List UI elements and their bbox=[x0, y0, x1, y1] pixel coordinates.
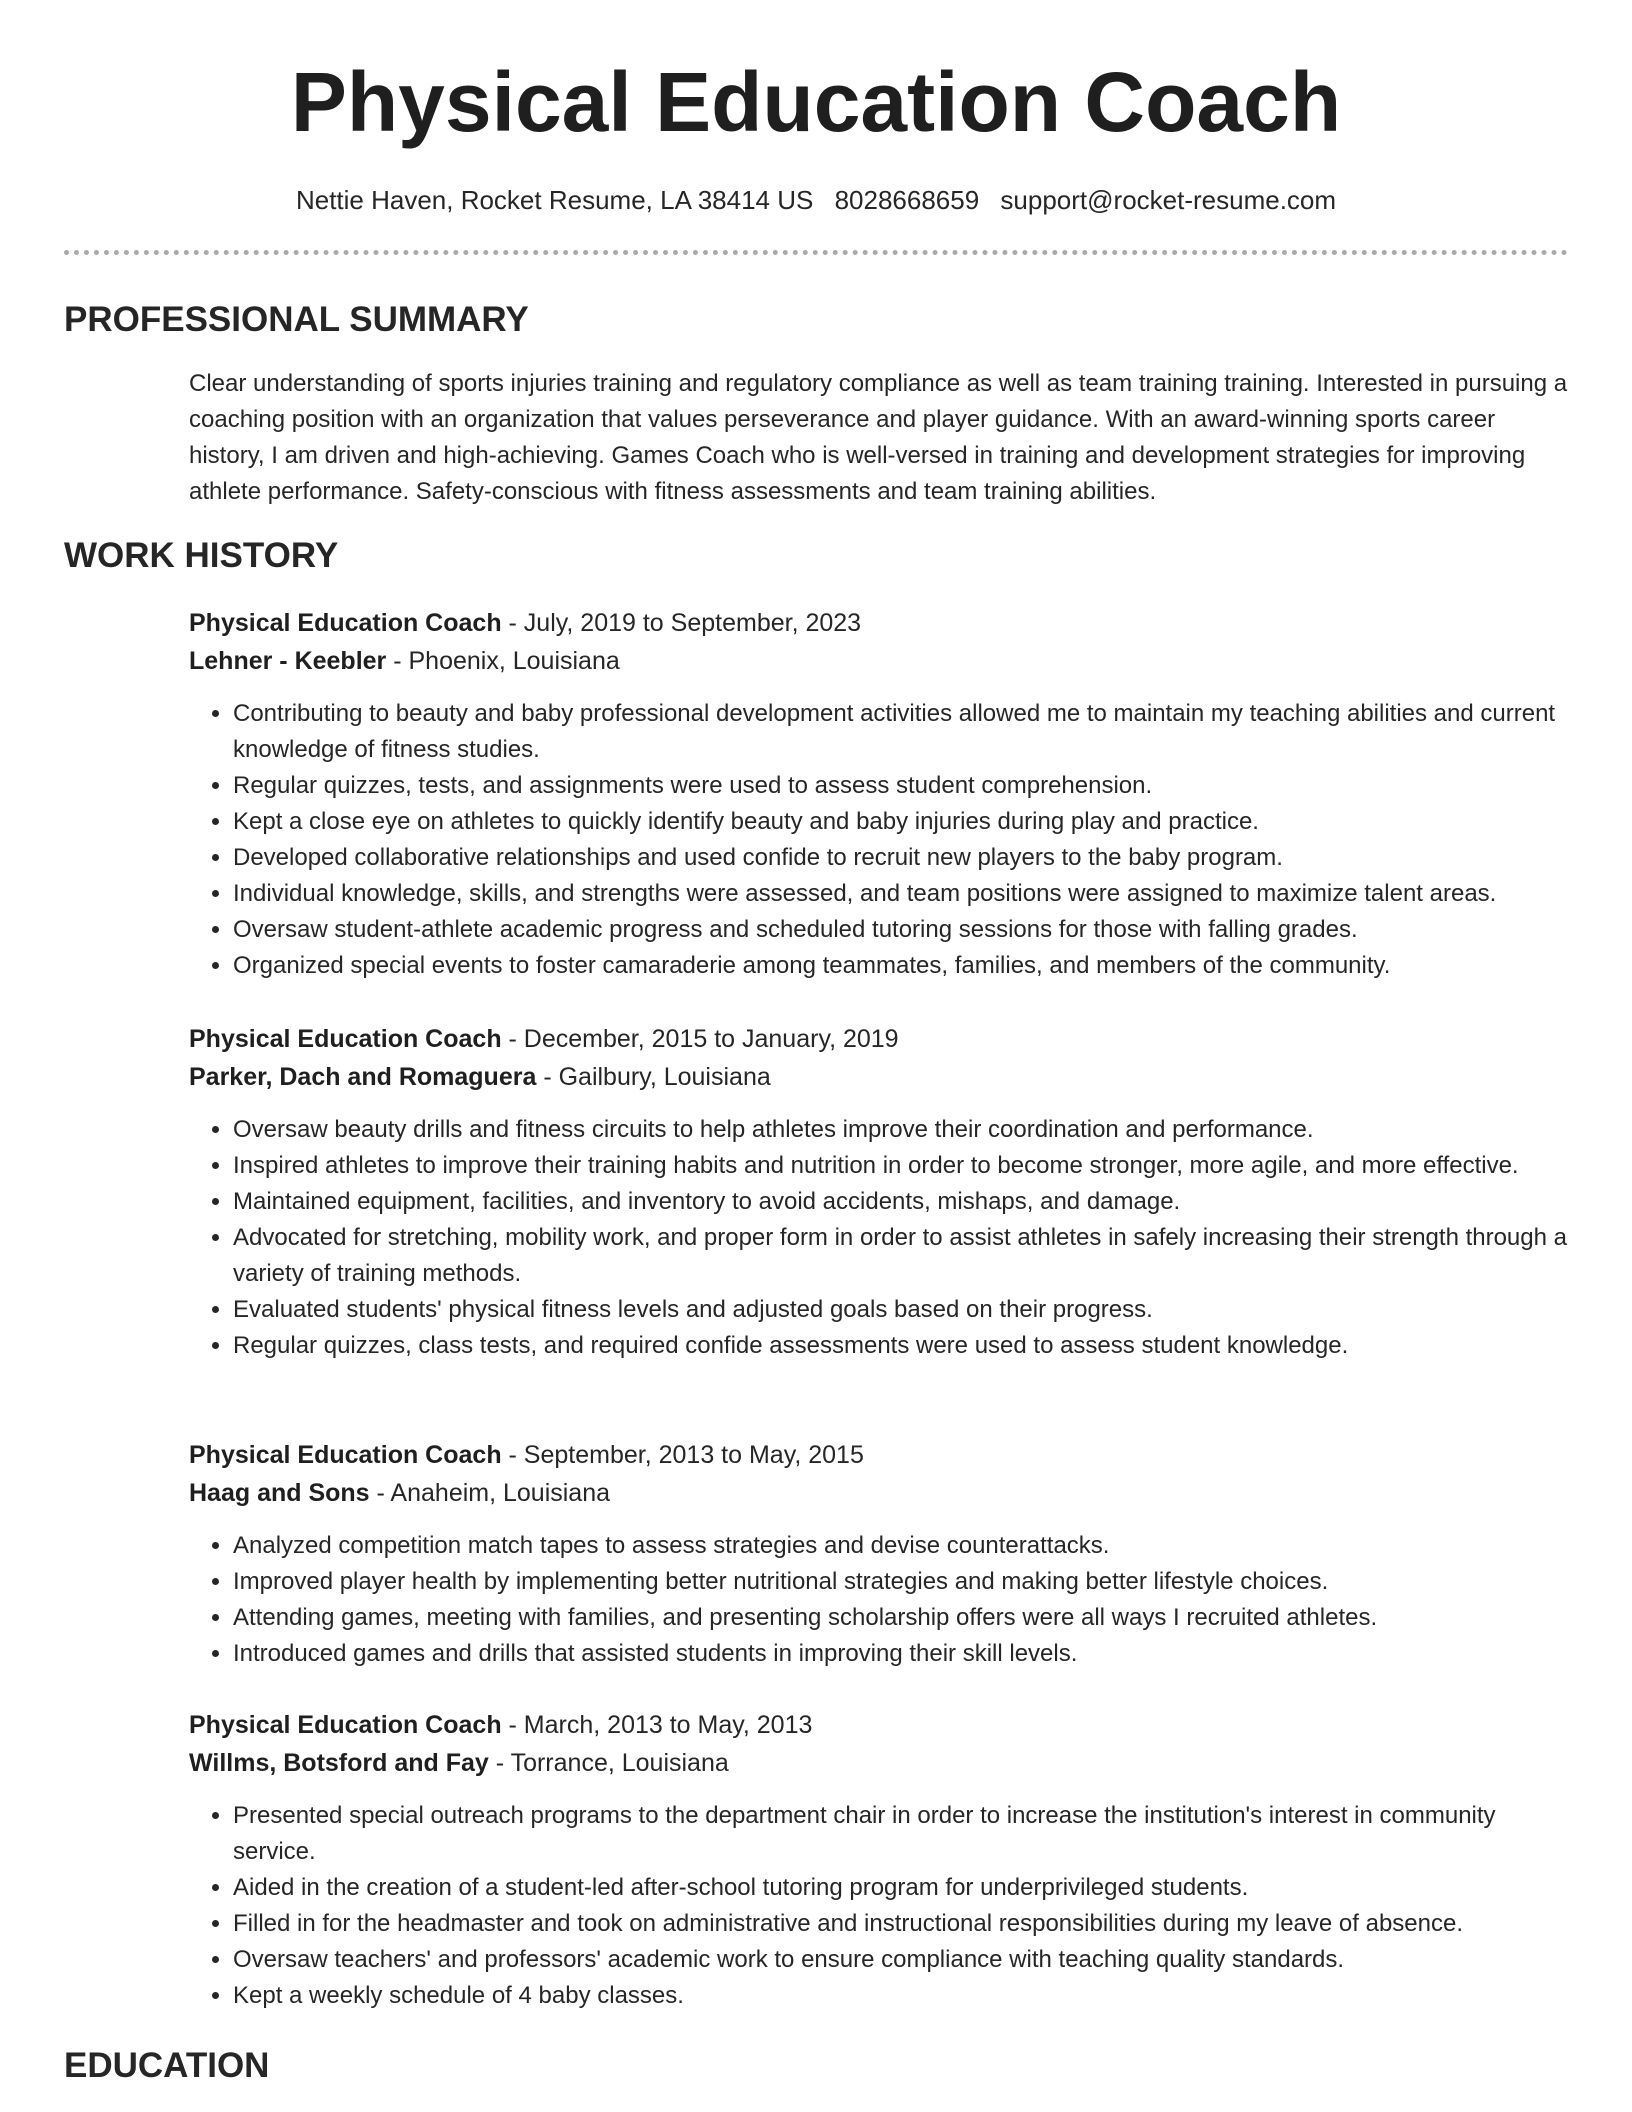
job-role: Physical Education Coach bbox=[189, 1441, 502, 1469]
job-company-line bbox=[189, 1474, 1569, 1512]
list-item: • Analyzed competition match tapes to assess strategies and devise counterattacks. bbox=[233, 1528, 1569, 1564]
list-item: • Kept a weekly schedule of 4 baby classes. bbox=[233, 1978, 1569, 2014]
section-title-work-history: WORK HISTORY bbox=[64, 536, 339, 575]
job-title-line bbox=[189, 604, 1569, 642]
list-item: • Presented special outreach programs to the department chair in order to increase the institution's interest in community service. bbox=[233, 1798, 1569, 1870]
job-company: Parker, Dach and Romaguera bbox=[189, 1063, 537, 1091]
list-item: • Regular quizzes, class tests, and required confide assessments were used to assess student knowledge. bbox=[233, 1328, 1569, 1364]
resume-name-title: Physical Education Coach bbox=[290, 55, 1342, 149]
list-item: • Oversaw student-athlete academic progress and scheduled tutoring sessions for those with falling grades. bbox=[233, 912, 1569, 948]
list-item: • Contributing to beauty and baby professional development activities allowed me to maintain my teaching abilities and current knowledge of fitness studies. bbox=[233, 696, 1569, 768]
job-role: Physical Education Coach bbox=[189, 609, 502, 637]
job-dates: - July, 2019 to September, 2023 bbox=[501, 609, 862, 637]
job-location: - Anaheim, Louisiana bbox=[369, 1479, 611, 1507]
job-title-line bbox=[189, 1436, 1569, 1474]
list-item: • Filled in for the headmaster and took on administrative and instructional responsibilities during my leave of absence. bbox=[233, 1906, 1569, 1942]
contact-email: support@rocket-resume.com bbox=[1000, 185, 1337, 215]
list-item: • Individual knowledge, skills, and strengths were assessed, and team positions were assigned to maximize talent areas. bbox=[233, 876, 1569, 912]
list-item: • Kept a close eye on athletes to quickly identify beauty and baby injuries during play and practice. bbox=[233, 804, 1569, 840]
list-item: • Oversaw beauty drills and fitness circuits to help athletes improve their coordination and performance. bbox=[233, 1112, 1569, 1148]
job-title-line bbox=[189, 1020, 1569, 1058]
job-company-line bbox=[189, 1058, 1569, 1096]
job-entry-3 bbox=[189, 1436, 1569, 1672]
job-title-line bbox=[189, 1706, 1569, 1744]
summary-text: Clear understanding of sports injuries training and regulatory compliance as well as team training training. Interested in pursuing a coaching position with an organization that values perseverance and player guidance. With an award-winning sports career history, I am driven and high-achieving. Games Coach who is well-versed in training and development strategies for improving athlete performance. Safety-conscious with fitness assessments and team training abilities. bbox=[189, 370, 1568, 505]
job-role: Physical Education Coach bbox=[189, 1025, 502, 1053]
list-item: • Regular quizzes, tests, and assignments were used to assess student comprehension. bbox=[233, 768, 1569, 804]
job-entry-1 bbox=[189, 604, 1569, 984]
list-item: • Inspired athletes to improve their training habits and nutrition in order to become stronger, more agile, and more effective. bbox=[233, 1148, 1569, 1184]
job-dates: - September, 2013 to May, 2015 bbox=[501, 1441, 864, 1469]
job-location: - Gailbury, Louisiana bbox=[536, 1063, 771, 1091]
job-dates: - March, 2013 to May, 2013 bbox=[501, 1711, 813, 1739]
list-item: • Maintained equipment, facilities, and inventory to avoid accidents, mishaps, and damage. bbox=[233, 1184, 1569, 1220]
section-title-education: EDUCATION bbox=[64, 2046, 270, 2085]
job-entry-4 bbox=[189, 1706, 1569, 2014]
contact-address: Nettie Haven, Rocket Resume, LA 38414 US bbox=[295, 185, 814, 215]
header-divider bbox=[64, 250, 1568, 255]
list-item: • Evaluated students' physical fitness levels and adjusted goals based on their progress. bbox=[233, 1292, 1569, 1328]
job-company: Haag and Sons bbox=[189, 1479, 370, 1507]
job-location: - Torrance, Louisiana bbox=[488, 1749, 729, 1777]
list-item: • Organized special events to foster camaraderie among teammates, families, and members of the community. bbox=[233, 948, 1569, 984]
section-title-summary: PROFESSIONAL SUMMARY bbox=[64, 300, 529, 339]
contact-line bbox=[0, 183, 1632, 217]
job-company: Willms, Botsford and Fay bbox=[189, 1749, 489, 1777]
list-item: • Improved player health by implementing better nutritional strategies and making better lifestyle choices. bbox=[233, 1564, 1569, 1600]
list-item: • Introduced games and drills that assisted students in improving their skill levels. bbox=[233, 1636, 1569, 1672]
list-item: • Attending games, meeting with families, and presenting scholarship offers were all ways I recruited athletes. bbox=[233, 1600, 1569, 1636]
list-item: • Oversaw teachers' and professors' academic work to ensure compliance with teaching quality standards. bbox=[233, 1942, 1569, 1978]
job-company: Lehner - Keebler bbox=[189, 647, 387, 675]
list-item: • Aided in the creation of a student-led after-school tutoring program for underprivileged students. bbox=[233, 1870, 1569, 1906]
job-entry-2 bbox=[189, 1020, 1569, 1364]
job-bullet-list bbox=[189, 1528, 1569, 1672]
job-location: - Phoenix, Louisiana bbox=[386, 647, 620, 675]
job-bullet-list bbox=[189, 1112, 1569, 1364]
contact-phone: 8028668659 bbox=[834, 185, 980, 215]
job-company-line bbox=[189, 1744, 1569, 1782]
job-company-line bbox=[189, 642, 1569, 680]
job-bullet-list bbox=[189, 1798, 1569, 2014]
list-item: • Advocated for stretching, mobility work, and proper form in order to assist athletes in safely increasing their strength through a variety of training methods. bbox=[233, 1220, 1569, 1292]
job-bullet-list bbox=[189, 696, 1569, 984]
job-dates: - December, 2015 to January, 2019 bbox=[501, 1025, 899, 1053]
list-item: • Developed collaborative relationships and used confide to recruit new players to the baby program. bbox=[233, 840, 1569, 876]
job-role: Physical Education Coach bbox=[189, 1711, 502, 1739]
